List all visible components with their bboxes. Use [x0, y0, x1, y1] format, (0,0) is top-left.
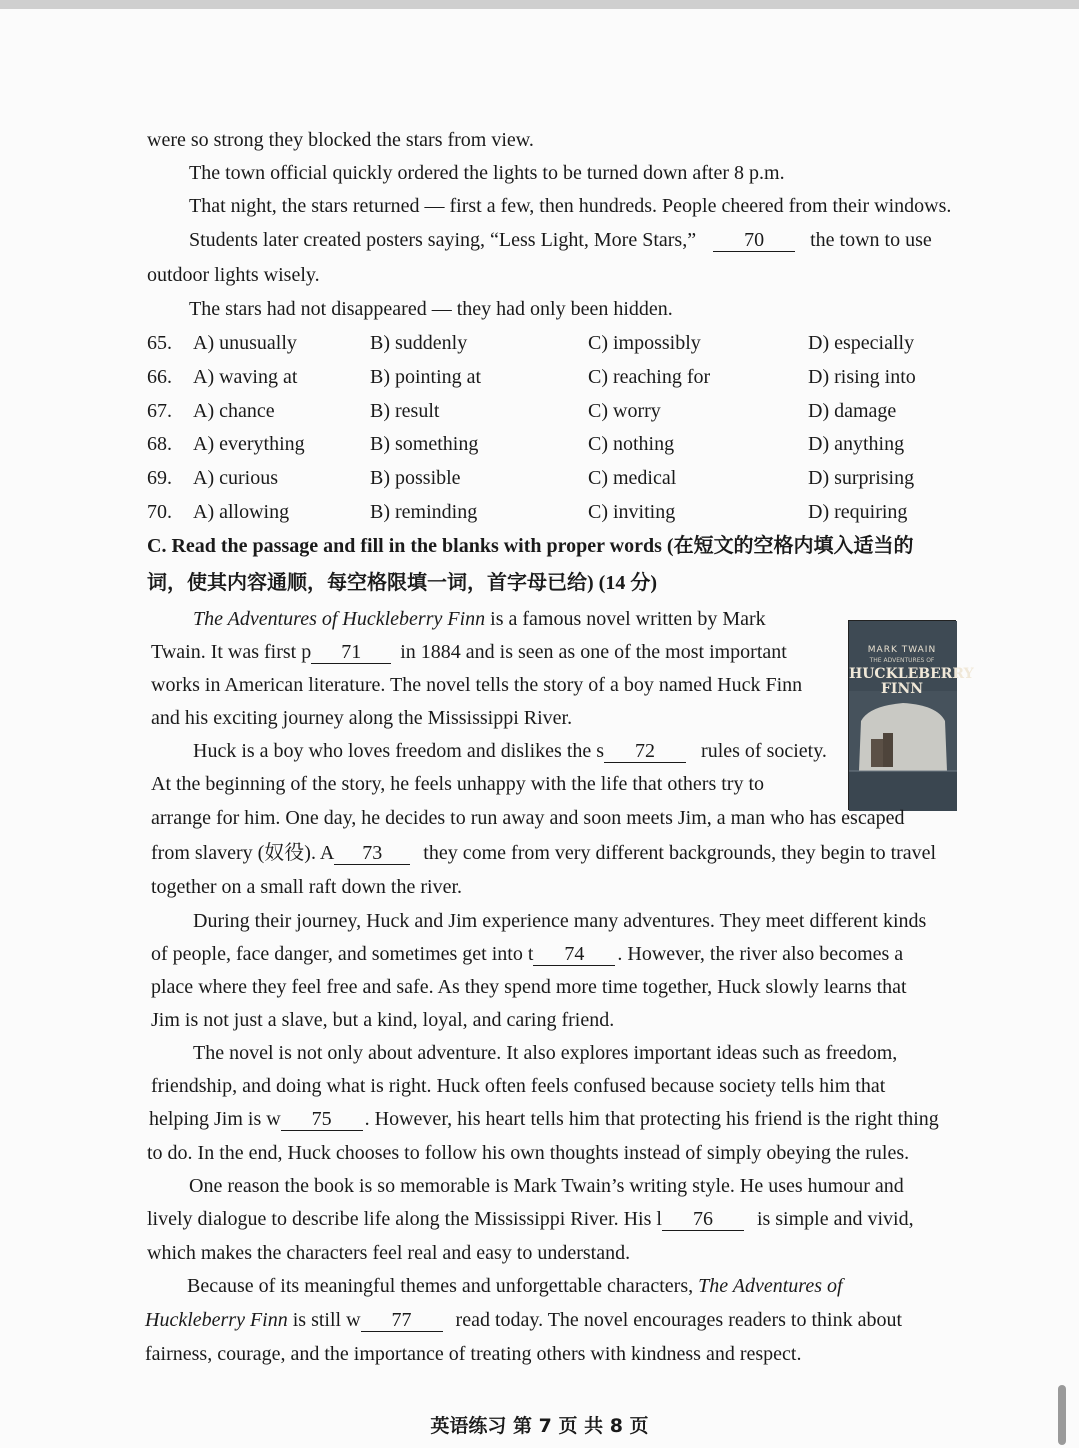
option-c[interactable]: C) worry — [588, 400, 661, 422]
option-b[interactable]: B) possible — [370, 467, 461, 489]
option-d[interactable]: D) especially — [808, 332, 915, 354]
text-segment: Twain. It was first p — [151, 641, 312, 663]
text-segment: in 1884 and is seen as one of the most important — [400, 641, 787, 663]
text-segment: of people, face danger, and sometimes get into t — [151, 943, 534, 965]
text-segment: they come from very different backgrounds, they begin to travel — [423, 842, 937, 864]
text-line: works in American literature. The novel tells the story of a boy named Huck Finn — [151, 674, 803, 696]
option-d[interactable]: D) damage — [808, 400, 897, 422]
text-line: together on a small raft down the river. — [151, 876, 463, 898]
cover-title — [849, 666, 974, 697]
text-line — [151, 840, 936, 866]
text-segment: helping Jim is w — [149, 1108, 281, 1130]
option-d[interactable]: D) anything — [808, 433, 905, 455]
text-segment: Huck is a boy who loves freedom and dislikes the s — [193, 740, 605, 762]
book-title: Huckleberry Finn — [145, 1309, 288, 1331]
text-line — [187, 1273, 843, 1299]
option-c[interactable]: C) reaching for — [588, 366, 711, 388]
cover-title-line: FINN — [880, 681, 924, 697]
answer-blank-76[interactable]: 76 — [662, 1208, 744, 1231]
top-border — [0, 0, 1079, 9]
scrollbar[interactable] — [1058, 1385, 1066, 1445]
text-line: At the beginning of the story, he feels unhappy with the life that others try to — [151, 773, 765, 795]
text-segment: the town to use — [810, 229, 932, 251]
answer-blank-72[interactable]: 72 — [604, 740, 686, 763]
question-number: 66. — [147, 366, 172, 388]
text-line — [145, 1307, 902, 1333]
book-cover-image — [848, 620, 974, 810]
text-line: which makes the characters feel real and easy to understand. — [147, 1242, 631, 1264]
text-segment: rules of society. — [701, 740, 827, 762]
option-b[interactable]: B) suddenly — [370, 332, 468, 354]
question-number: 70. — [147, 501, 172, 523]
text-segment: is simple and vivid, — [756, 1208, 914, 1230]
text-line — [151, 941, 903, 967]
text-line: friendship, and doing what is right. Huck often feels confused because society tells him that — [151, 1075, 886, 1097]
option-c[interactable]: C) medical — [588, 467, 677, 489]
text-line — [193, 738, 827, 764]
book-title: The Adventures of Huckleberry Finn — [193, 608, 486, 630]
option-a[interactable]: A) waving at — [193, 366, 298, 388]
option-b[interactable]: B) pointing at — [370, 366, 482, 388]
option-b[interactable]: B) something — [370, 433, 479, 455]
text-segment: lively dialogue to describe life along the Mississippi River. His l — [147, 1208, 662, 1230]
text-line: The town official quickly ordered the lights to be turned down after 8 p.m. — [189, 162, 785, 184]
book-title: The Adventures of — [698, 1275, 843, 1297]
option-c[interactable]: C) impossibly — [588, 332, 701, 354]
cover-author: MARK TWAIN — [867, 645, 937, 655]
text-line: One reason the book is so memorable is Mark Twain’s writing style. He uses humour and — [189, 1175, 904, 1197]
option-d[interactable]: D) rising into — [808, 366, 916, 388]
text-line: The novel is not only about adventure. It also explores important ideas such as freedom, — [193, 1042, 898, 1064]
option-a[interactable]: A) curious — [193, 467, 278, 489]
text-line: Jim is not just a slave, but a kind, loyal, and caring friend. — [151, 1009, 615, 1031]
text-line — [147, 1206, 914, 1232]
answer-blank-70[interactable]: 70 — [713, 229, 795, 252]
text-line: to do. In the end, Huck chooses to follow his own thoughts instead of simply obeying the rules. — [147, 1142, 910, 1164]
option-b[interactable]: B) reminding — [370, 501, 478, 523]
text-line — [151, 639, 787, 665]
cover-title-line: HUCKLEBERRY — [849, 666, 974, 682]
text-segment: read today. The novel encourages readers to think about — [455, 1309, 903, 1331]
answer-blank-77[interactable]: 77 — [361, 1309, 443, 1332]
cover-subtitle: THE ADVENTURES OF — [869, 657, 935, 664]
option-d[interactable]: D) surprising — [808, 467, 915, 489]
option-b[interactable]: B) result — [370, 400, 440, 422]
text-line — [193, 606, 766, 632]
option-a[interactable]: A) everything — [193, 433, 305, 455]
text-line — [149, 1106, 939, 1132]
option-a[interactable]: A) chance — [193, 400, 275, 422]
answer-blank-75[interactable]: 75 — [281, 1108, 363, 1131]
text-line: and his exciting journey along the Mississippi River. — [151, 707, 573, 729]
text-line: During their journey, Huck and Jim experience many adventures. They meet different kinds — [193, 910, 927, 932]
page-footer: 英语练习 第 7 页 共 8 页 — [430, 1415, 649, 1437]
section-heading: 词，使其内容通顺，每空格限填一词，首字母已给) (14 分) — [147, 572, 657, 594]
text-line — [189, 227, 932, 253]
text-line: The stars had not disappeared — they had only been hidden. — [189, 298, 673, 320]
text-segment: from slavery (奴役). A — [151, 842, 335, 864]
question-number: 67. — [147, 400, 172, 422]
text-segment: Because of its meaningful themes and unforgettable characters, — [187, 1275, 694, 1297]
exam-page[interactable] — [0, 9, 1079, 1448]
text-line: That night, the stars returned — first a few, then hundreds. People cheered from their windows. — [189, 195, 952, 217]
text-line: arrange for him. One day, he decides to run away and soon meets Jim, a man who has escaped — [151, 807, 905, 829]
option-a[interactable]: A) unusually — [193, 332, 297, 354]
text-segment: . However, the river also becomes a — [617, 943, 904, 965]
question-number: 68. — [147, 433, 172, 455]
text-line: fairness, courage, and the importance of treating others with kindness and respect. — [145, 1343, 802, 1365]
option-c[interactable]: C) inviting — [588, 501, 676, 523]
answer-blank-74[interactable]: 74 — [533, 943, 615, 966]
option-d[interactable]: D) requiring — [808, 501, 908, 523]
text-line: outdoor lights wisely. — [147, 264, 320, 286]
text-segment: . However, his heart tells him that protecting his friend is the right thing — [364, 1108, 939, 1130]
question-number: 69. — [147, 467, 172, 489]
section-heading: C. Read the passage and fill in the blanks with proper words (在短文的空格内填入适当的 — [147, 535, 914, 557]
text-line: place where they feel free and safe. As they spend more time together, Huck slowly learns that — [151, 976, 907, 998]
text-segment: is still w — [292, 1309, 361, 1331]
question-number: 65. — [147, 332, 172, 354]
text-line: were so strong they blocked the stars from view. — [147, 129, 534, 151]
option-a[interactable]: A) allowing — [193, 501, 290, 523]
text-segment: Students later created posters saying, “Less Light, More Stars,” — [189, 229, 697, 251]
option-c[interactable]: C) nothing — [588, 433, 675, 455]
text-segment: is a famous novel written by Mark — [490, 608, 766, 630]
answer-blank-71[interactable]: 71 — [311, 641, 391, 664]
answer-blank-73[interactable]: 73 — [334, 842, 410, 865]
